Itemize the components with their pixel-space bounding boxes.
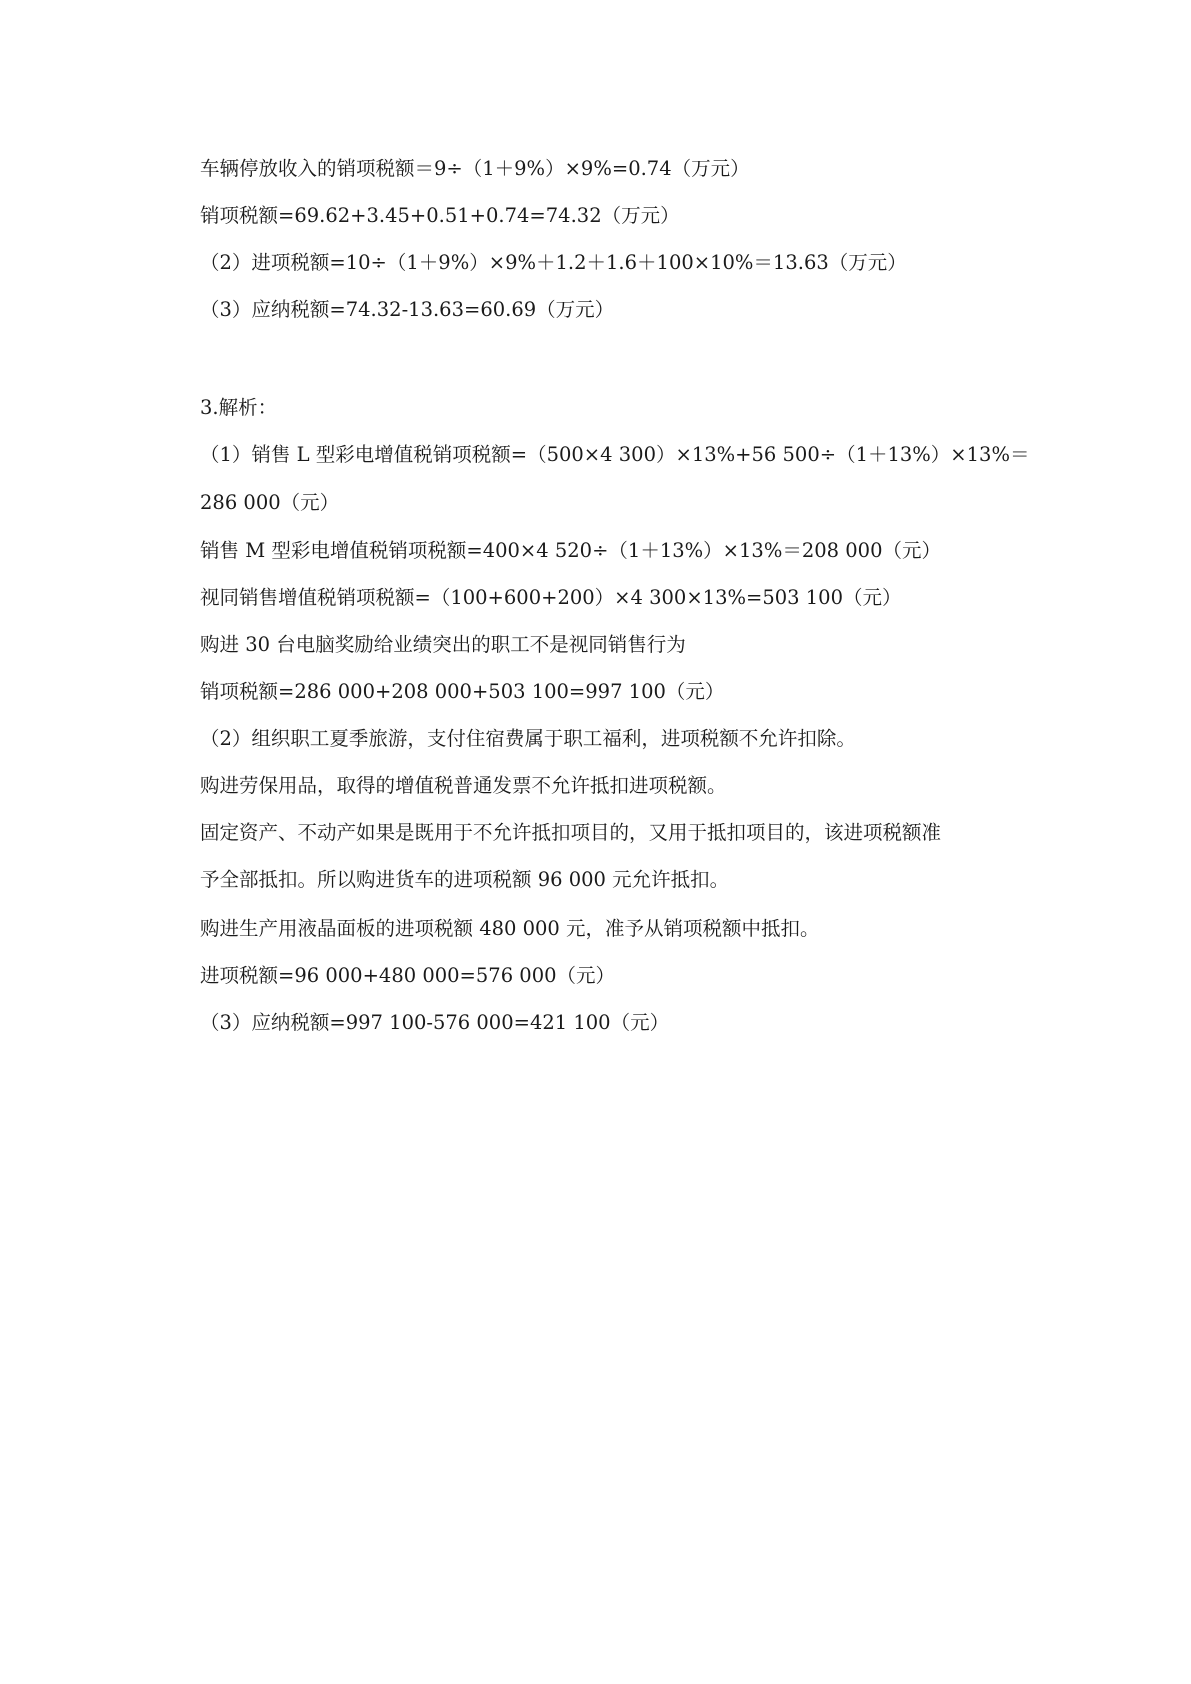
text-line: 销项税额=69.62+3.45+0.51+0.74=74.32（万元） xyxy=(200,204,680,227)
text-line: 购进 30 台电脑奖励给业绩突出的职工不是视同销售行为 xyxy=(200,633,686,656)
section-heading: 3.解析： xyxy=(200,396,278,419)
text-line: 购进生产用液晶面板的进项税额 480 000 元，准予从销项税额中抵扣。 xyxy=(200,917,820,940)
text-line: （2）组织职工夏季旅游，支付住宿费属于职工福利，进项税额不允许扣除。 xyxy=(200,727,856,750)
text-line: 购进劳保用品，取得的增值税普通发票不允许抵扣进项税额。 xyxy=(200,774,727,797)
text-line: 车辆停放收入的销项税额＝9÷（1＋9%）×9%=0.74（万元） xyxy=(200,157,750,180)
text-line: 固定资产、不动产如果是既用于不允许抵扣项目的，又用于抵扣项目的，该进项税额准 xyxy=(200,821,942,844)
text-line: 销售 M 型彩电增值税销项税额=400×4 520÷（1＋13%）×13%＝208 000（元） xyxy=(200,539,941,562)
text-line: 进项税额=96 000+480 000=576 000（元） xyxy=(200,964,616,987)
text-line: 视同销售增值税销项税额=（100+600+200）×4 300×13%=503 100（元） xyxy=(200,586,902,609)
text-line: 销项税额=286 000+208 000+503 100=997 100（元） xyxy=(200,680,725,703)
text-line: （3）应纳税额=74.32-13.63=60.69（万元） xyxy=(200,298,615,321)
text-line: （3）应纳税额=997 100-576 000=421 100（元） xyxy=(200,1011,670,1034)
text-line: 286 000（元） xyxy=(200,491,340,514)
text-line: 予全部抵扣。所以购进货车的进项税额 96 000 元允许抵扣。 xyxy=(200,868,730,891)
text-line: （2）进项税额=10÷（1＋9%）×9%＋1.2＋1.6＋100×10%＝13.63（万元） xyxy=(200,251,907,274)
text-line: （1）销售 L 型彩电增值税销项税额=（500×4 300）×13%+56 500÷（1＋13%）×13%＝ xyxy=(200,443,1030,466)
